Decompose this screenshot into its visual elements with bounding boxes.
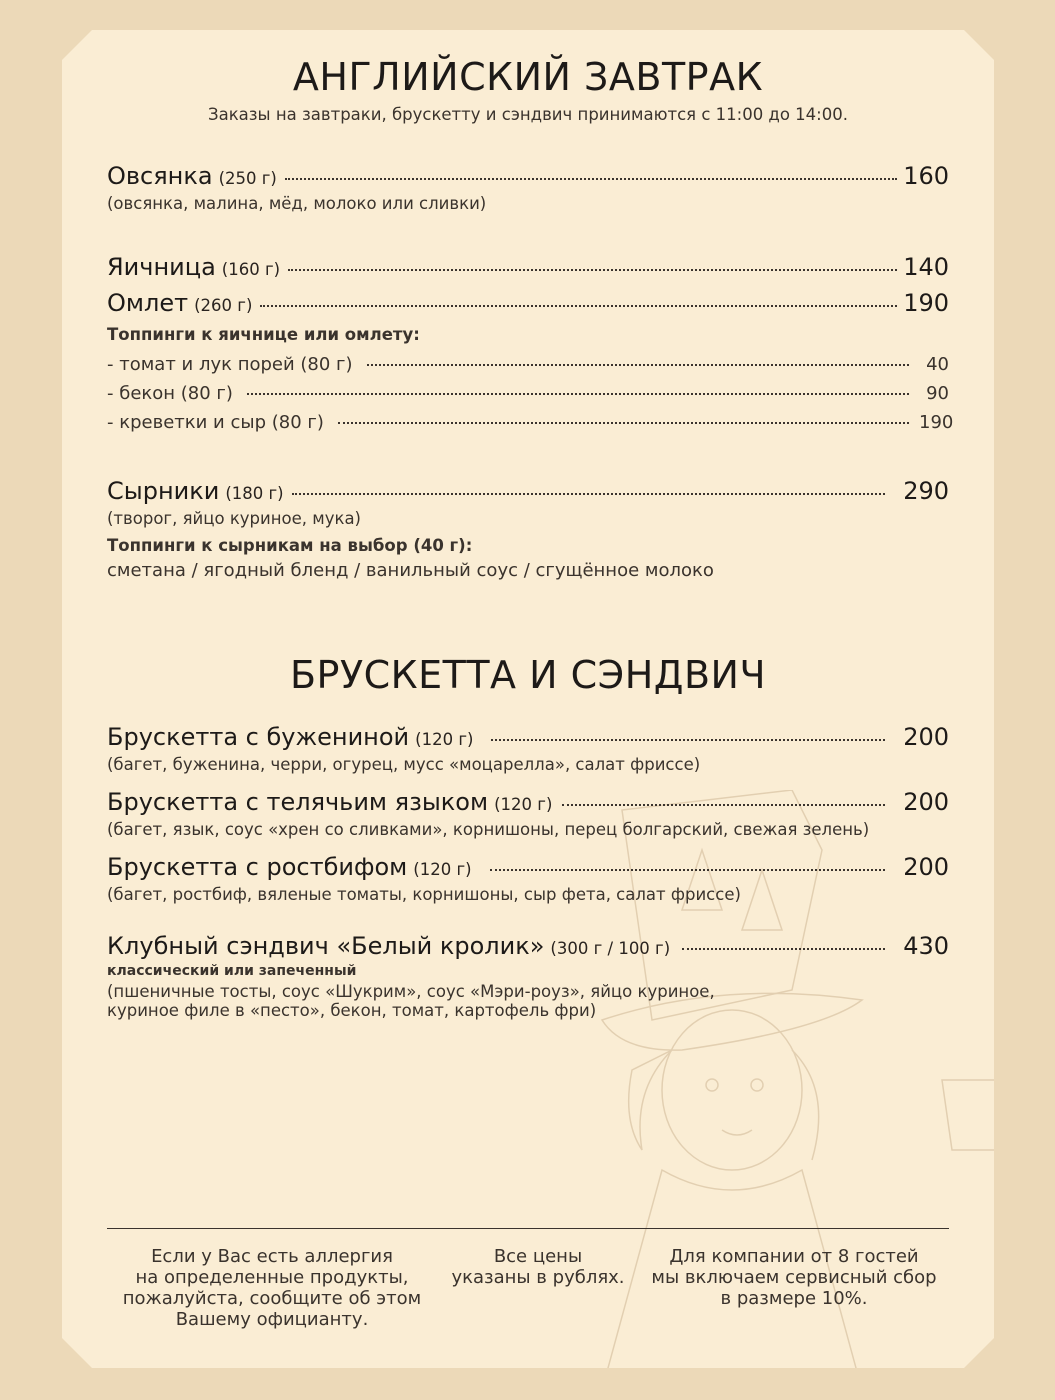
item-weight: (180 г) [225,484,284,503]
topping-name: - бекон (80 г) [107,383,233,404]
dot-leader [682,948,885,950]
section-title-breakfast: АНГЛИЙСКИЙ ЗАВТРАК [292,55,764,99]
footer-divider [107,1228,949,1229]
item-price: 290 [903,477,949,505]
dot-leader [285,178,897,180]
toppings-syrniki-list: сметана / ягодный бленд / ванильный соус / сгущённое молоко [107,560,714,581]
footer-service-note [639,1246,949,1330]
dot-leader [490,869,886,871]
item-price: 200 [903,723,949,751]
footer-line: на определенные продукты, [135,1267,409,1288]
topping-row [107,408,954,437]
item-description: (багет, язык, соус «хрен со сливками», корнишоны, перец болгарский, свежая зелень) [107,820,870,839]
item-weight: (120 г) [415,730,474,749]
footer-line: Для компании от 8 гостей [669,1246,919,1267]
item-price: 430 [903,932,949,960]
item-weight: (160 г) [221,260,281,279]
item-variant: классический или запеченный [107,963,357,979]
dot-leader [562,804,885,806]
item-name: Клубный сэндвич «Белый кролик» [107,932,545,960]
footer-line: указаны в рублях. [451,1267,625,1288]
menu-content [107,55,954,1020]
footer-line: Если у Вас есть аллергия [151,1246,393,1267]
dot-leader [247,393,909,395]
footer-line: мы включаем сервисный сбор [651,1267,937,1288]
section-title-bruschetta: БРУСКЕТТА И СЭНДВИЧ [289,653,767,697]
item-price: 190 [903,289,949,317]
topping-row [107,379,949,408]
item-description: (овсянка, малина, мёд, молоко или сливки) [107,194,487,213]
item-name: Брускетта с телячьим языком [107,788,489,816]
topping-name: - томат и лук порей (80 г) [107,354,353,375]
item-price: 160 [903,162,949,190]
footer-line: пожалуйста, сообщите об этом [122,1288,422,1309]
topping-row [107,350,949,379]
item-name: Овсянка [107,162,213,190]
item-description: (творог, яйцо куриное, мука) [107,509,361,528]
toppings-eggs-title: Топпинги к яичнице или омлету: [107,325,420,344]
footer-line: Вашему официанту. [175,1309,369,1330]
item-weight: (300 г / 100 г) [550,939,671,958]
item-weight: (260 г) [194,296,253,315]
item-weight: (120 г) [413,860,472,879]
menu-item-yaichnitsa [107,253,949,281]
dot-leader [292,493,886,495]
item-weight: (120 г) [494,795,553,814]
menu-item-bruschetta-yazyk [107,788,949,839]
item-price: 200 [903,788,949,816]
menu-item-bruschetta-buzhenina [107,723,949,774]
item-name: Брускетта с бужениной [107,723,410,751]
footer [107,1246,949,1330]
order-hours-note: Заказы на завтраки, брускетту и сэндвич принимаются с 11:00 до 14:00. [208,105,848,124]
dot-leader [491,739,885,741]
item-description: (багет, буженина, черри, огурец, мусс «моцарелла», салат фриссе) [107,755,701,774]
menu-item-club-sandwich [107,932,949,1020]
menu-item-omlet [107,289,949,317]
toppings-syrniki-title: Топпинги к сырникам на выбор (40 г): [107,536,473,555]
item-description-line2: куриное филе в «песто», бекон, томат, картофель фри) [107,1001,597,1020]
dot-leader [367,364,909,366]
footer-line: Все цены [493,1246,583,1267]
topping-price: 40 [926,354,949,375]
topping-price: 190 [919,412,954,433]
item-description: (багет, ростбиф, вяленые томаты, корнишоны, сыр фета, салат фриссе) [107,885,741,904]
item-name: Яичница [107,253,216,281]
topping-name: - креветки и сыр (80 г) [107,412,324,433]
footer-prices-note [438,1246,638,1330]
menu-item-bruschetta-rostbif [107,853,949,904]
item-weight: (250 г) [218,169,277,188]
dot-leader [288,269,897,271]
item-price: 140 [903,253,949,281]
menu-item-ovsyanka [107,162,949,213]
footer-allergy-note [107,1246,437,1330]
dot-leader [260,305,897,307]
item-name: Сырники [107,477,220,505]
menu-item-syrniki [107,477,949,581]
toppings-eggs-list [107,350,954,437]
item-price: 200 [903,853,949,881]
topping-price: 90 [926,383,949,404]
dot-leader [338,422,909,424]
footer-line: в размере 10%. [720,1288,868,1309]
item-name: Омлет [107,289,189,317]
item-description-line1: (пшеничные тосты, соус «Шукрим», соус «Мэри-роуз», яйцо куриное, [107,982,715,1001]
item-name: Брускетта с ростбифом [107,853,408,881]
